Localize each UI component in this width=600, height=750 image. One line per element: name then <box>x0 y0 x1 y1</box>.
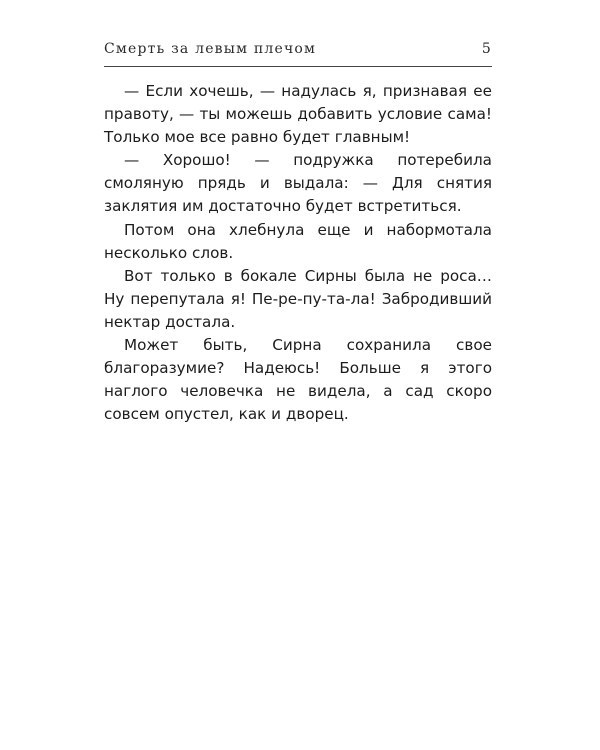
paragraph: Может быть, Сирна сохранила свое благоразумие? Надеюсь! Больше я этого наглого человечка не видела, а сад скоро совсем опустел, как и дворец. <box>104 336 492 424</box>
paragraph: Вот только в бокале Сирны была не роса… Ну перепутала я! Пе-ре-пу-та-ла! Забродивший нектар достала. <box>104 266 492 331</box>
page-number: 5 <box>481 41 492 57</box>
header-rule <box>104 66 492 67</box>
running-head <box>104 40 492 62</box>
paragraph: — Хорошо! — подружка потеребила смоляную прядь и выдала: — Для снятия заклятия им достаточно будет встретиться. <box>104 151 492 216</box>
body-text <box>104 80 492 426</box>
paragraph: — Если хочешь, — надулась я, признавая ее правоту, — ты можешь добавить условие сама! Только мое все равно будет главным! <box>104 82 492 147</box>
paragraph: Потом она хлебнула еще и набормотала несколько слов. <box>104 220 492 262</box>
book-title: Смерть за левым плечом <box>104 41 317 57</box>
